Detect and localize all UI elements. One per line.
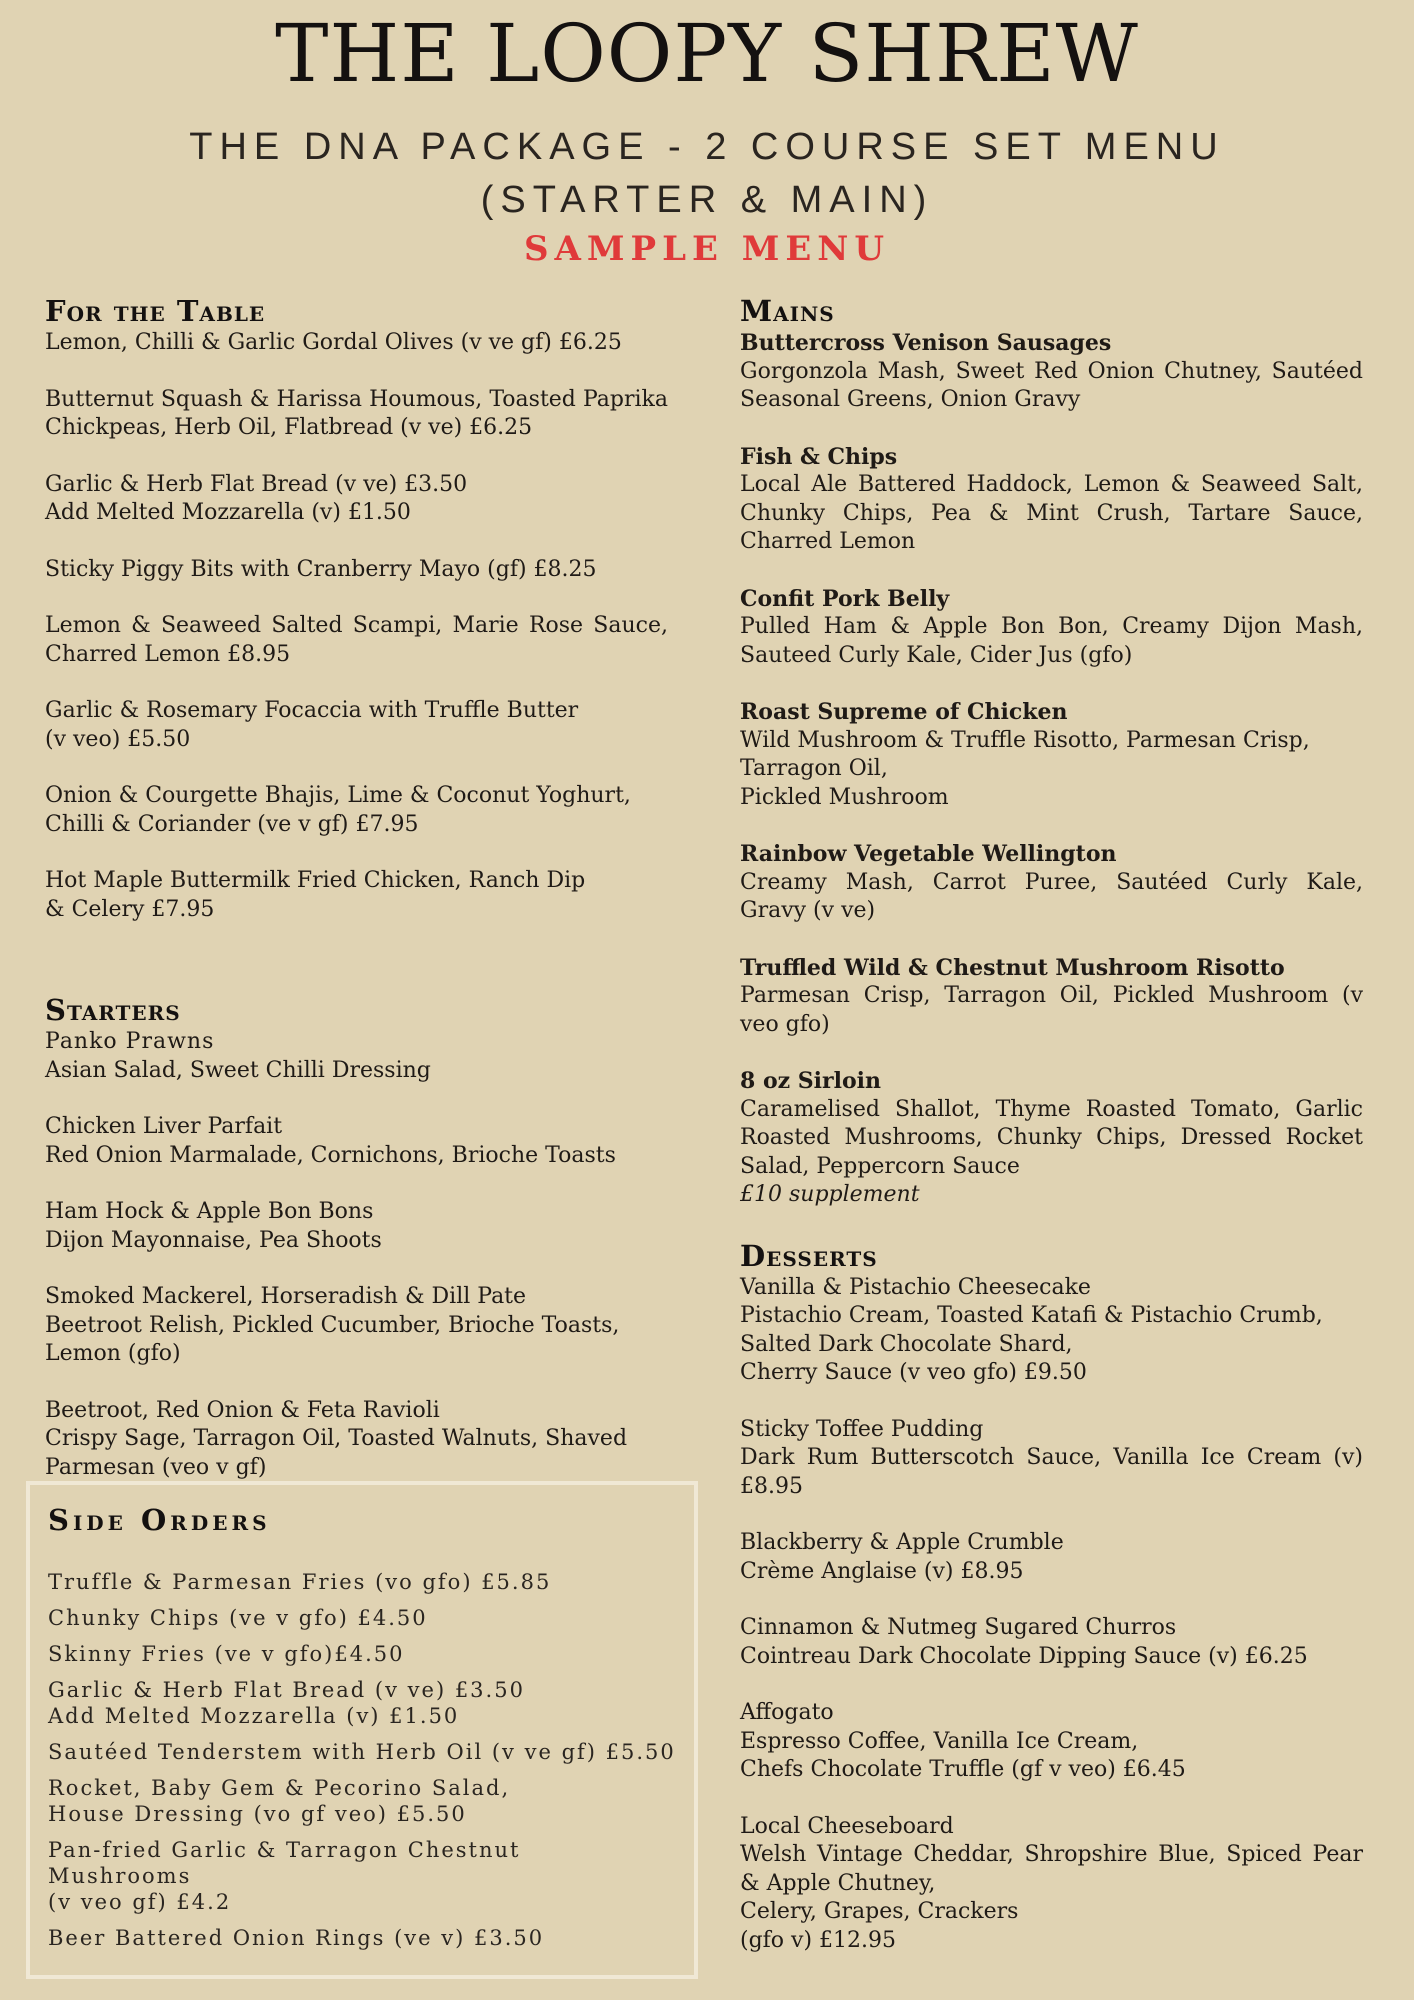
restaurant-title: THE LOOPY SHREW bbox=[275, 7, 1139, 100]
menu-subtitle-line1: THE DNA PACKAGE - 2 COURSE SET MENU bbox=[189, 126, 1225, 168]
main-desc: Creamy Mash, Carrot Puree, Sautéed Curly Kale, Gravy (v ve) bbox=[740, 869, 1363, 923]
main-desc: Pulled Ham & Apple Bon Bon, Creamy Dijon Mash, Sauteed Curly Kale, Cider Jus (gfo) bbox=[740, 614, 1363, 668]
starter-desc: Crispy Sage, Tarragon Oil, Toasted Walnuts, Shaved Parmesan (veo v gf) bbox=[45, 1426, 628, 1480]
starter-item bbox=[45, 1028, 668, 1085]
dessert-name: Cinnamon & Nutmeg Sugared Churros bbox=[740, 1615, 1177, 1640]
starter-desc: Red Onion Marmalade, Cornichons, Brioche Toasts bbox=[45, 1142, 616, 1168]
dessert-item bbox=[740, 1529, 1363, 1586]
main-name: 8 oz Sirloin bbox=[740, 1068, 882, 1094]
sample-menu-label: SAMPLE MENU bbox=[523, 229, 891, 269]
dessert-item bbox=[740, 1614, 1363, 1671]
starter-desc: Asian Salad, Sweet Chilli Dressing bbox=[45, 1057, 431, 1083]
dessert-desc: Cointreau Dark Chocolate Dipping Sauce (v) £6.25 bbox=[740, 1643, 1308, 1669]
main-item bbox=[740, 443, 1363, 557]
table-item-text: Lemon, Chilli & Garlic Gordal Olives (v ve gf) £6.25 bbox=[45, 330, 622, 355]
main-desc: Wild Mushroom & Truffle Risotto, Parmesan Crisp, Tarragon Oil, bbox=[740, 727, 1310, 781]
table-item bbox=[45, 697, 668, 754]
side-orders-heading: Side Orders bbox=[48, 1503, 271, 1537]
side-order-item: Skinny Fries (ve v gfo)£4.50 bbox=[48, 1642, 405, 1666]
main-item bbox=[740, 585, 1363, 671]
starter-name: Beetroot, Red Onion & Feta Ravioli bbox=[45, 1397, 440, 1423]
table-item bbox=[45, 471, 668, 528]
starter-desc: Dijon Mayonnaise, Pea Shoots bbox=[45, 1227, 382, 1253]
table-item bbox=[45, 867, 668, 924]
main-item bbox=[740, 329, 1363, 415]
table-item-text: & Celery £7.95 bbox=[45, 896, 215, 922]
dessert-item bbox=[740, 1274, 1363, 1388]
side-order-item: Rocket, Baby Gem & Pecorino Salad, House Dressing (vo gf veo) £5.50 bbox=[48, 1776, 511, 1826]
main-name: Buttercross Venison Sausages bbox=[740, 330, 1112, 356]
dessert-desc: Cherry Sauce (v veo gfo) £9.50 bbox=[740, 1360, 1087, 1385]
dessert-desc: Chefs Chocolate Truffle (gf v veo) £6.45 bbox=[740, 1757, 1186, 1782]
side-order-item: Truffle & Parmesan Fries (vo gfo) £5.85 bbox=[48, 1570, 552, 1594]
main-desc: Caramelised Shallot, Thyme Roasted Tomato, Garlic Roasted Mushrooms, Chunky Chips, Dressed Rocket Salad, Peppercorn Sauce bbox=[740, 1096, 1363, 1179]
desserts-heading: Desserts bbox=[740, 1238, 878, 1273]
dessert-desc: Salted Dark Chocolate Shard, bbox=[740, 1331, 1073, 1357]
table-item-text: Garlic & Rosemary Focaccia with Truffle Butter bbox=[45, 698, 579, 723]
dessert-item bbox=[740, 1416, 1363, 1502]
right-column bbox=[740, 293, 1363, 1983]
table-item bbox=[45, 612, 668, 669]
table-item-text: Lemon & Seaweed Salted Scampi, Marie Rose Sauce, Charred Lemon £8.95 bbox=[45, 613, 668, 667]
starter-name: Smoked Mackerel, Horseradish & Dill Pate bbox=[45, 1284, 527, 1309]
table-item-text: (v veo) £5.50 bbox=[45, 726, 191, 752]
side-order-item: Beer Battered Onion Rings (ve v) £3.50 bbox=[48, 1926, 545, 1950]
dessert-item bbox=[740, 1699, 1363, 1785]
mains-heading: Mains bbox=[740, 294, 835, 328]
side-orders-box bbox=[26, 1481, 698, 1979]
dessert-desc: Espresso Coffee, Vanilla Ice Cream, bbox=[740, 1728, 1139, 1754]
table-item-text: Chilli & Coriander (ve v gf) £7.95 bbox=[45, 811, 419, 837]
section-spacer bbox=[45, 952, 668, 992]
table-item-text: Garlic & Herb Flat Bread (v ve) £3.50 bbox=[45, 471, 468, 497]
left-column bbox=[45, 293, 668, 1510]
main-desc: Parmesan Crisp, Tarragon Oil, Pickled Mushroom (v veo gfo) bbox=[740, 983, 1363, 1037]
table-item bbox=[45, 329, 668, 358]
main-desc: Pickled Mushroom bbox=[740, 784, 949, 810]
main-desc: Gorgonzola Mash, Sweet Red Onion Chutney, Sautéed Seasonal Greens, Onion Gravy bbox=[740, 358, 1363, 412]
starter-desc: Beetroot Relish, Pickled Cucumber, Brioche Toasts, Lemon (gfo) bbox=[45, 1312, 620, 1366]
dessert-name: Local Cheeseboard bbox=[740, 1813, 954, 1839]
dessert-desc: (gfo v) £12.95 bbox=[740, 1927, 897, 1953]
main-name: Rainbow Vegetable Wellington bbox=[740, 841, 1117, 867]
side-order-item: Pan-fried Garlic & Tarragon Chestnut Mushrooms (v veo gf) £4.2 bbox=[48, 1838, 521, 1914]
main-name: Fish & Chips bbox=[740, 443, 898, 470]
dessert-desc: Dark Rum Butterscotch Sauce, Vanilla Ice Cream (v) £8.95 bbox=[740, 1445, 1363, 1499]
side-order-item: Garlic & Herb Flat Bread (v ve) £3.50 Add Melted Mozzarella (v) £1.50 bbox=[48, 1678, 525, 1728]
main-desc: Local Ale Battered Haddock, Lemon & Seaweed Salt, Chunky Chips, Pea & Mint Crush, Tartare Sauce, Charred Lemon bbox=[740, 472, 1363, 554]
dessert-item bbox=[740, 1813, 1363, 1956]
table-item-text: Sticky Piggy Bits with Cranberry Mayo (gf) £8.25 bbox=[45, 556, 597, 582]
table-item-text: Onion & Courgette Bhajis, Lime & Coconut Yoghurt, bbox=[45, 783, 631, 808]
starter-name: Panko Prawns bbox=[45, 1029, 215, 1054]
dessert-name: Sticky Toffee Pudding bbox=[740, 1416, 984, 1442]
table-item bbox=[45, 386, 668, 443]
starter-item bbox=[45, 1198, 668, 1255]
dessert-name: Blackberry & Apple Crumble bbox=[740, 1530, 1064, 1555]
table-item-text: Hot Maple Buttermilk Fried Chicken, Ranch Dip bbox=[45, 868, 586, 893]
starters-heading: Starters bbox=[45, 993, 181, 1027]
starter-name: Ham Hock & Apple Bon Bons bbox=[45, 1199, 374, 1224]
starter-item bbox=[45, 1283, 668, 1369]
dessert-desc: Welsh Vintage Cheddar, Shropshire Blue, Spiced Pear & Apple Chutney, bbox=[740, 1842, 1363, 1896]
table-item bbox=[45, 782, 668, 839]
main-item bbox=[740, 1067, 1363, 1210]
main-item bbox=[740, 698, 1363, 812]
main-supplement-note: £10 supplement bbox=[740, 1182, 920, 1207]
table-item-text: Butternut Squash & Harissa Houmous, Toasted Paprika Chickpeas, Herb Oil, Flatbread (v ve) £6.25 bbox=[45, 386, 668, 440]
side-order-item: Sautéed Tenderstem with Herb Oil (v ve gf) £5.50 bbox=[48, 1740, 676, 1764]
dessert-name: Vanilla & Pistachio Cheesecake bbox=[740, 1274, 1091, 1300]
starter-item bbox=[45, 1397, 668, 1483]
main-item bbox=[740, 840, 1363, 926]
side-order-item: Chunky Chips (ve v gfo) £4.50 bbox=[48, 1606, 428, 1630]
dessert-name: Affogato bbox=[740, 1700, 834, 1725]
starter-item bbox=[45, 1113, 668, 1170]
side-orders-list bbox=[48, 1569, 688, 1961]
table-item-text: Add Melted Mozzarella (v) £1.50 bbox=[45, 500, 411, 525]
menu-subtitle-line2: (STARTER & MAIN) bbox=[480, 179, 934, 221]
main-name: Confit Pork Belly bbox=[740, 585, 950, 612]
dessert-desc: Celery, Grapes, Crackers bbox=[740, 1899, 1019, 1924]
for-the-table-heading: For the Table bbox=[45, 294, 266, 328]
starter-name: Chicken Liver Parfait bbox=[45, 1114, 283, 1139]
dessert-desc: Pistachio Cream, Toasted Katafi & Pistachio Crumb, bbox=[740, 1303, 1323, 1328]
dessert-desc: Crème Anglaise (v) £8.95 bbox=[740, 1558, 1024, 1584]
main-name: Truffled Wild & Chestnut Mushroom Risotto bbox=[740, 954, 1285, 981]
main-name: Roast Supreme of Chicken bbox=[740, 699, 1068, 725]
main-item bbox=[740, 954, 1363, 1040]
table-item bbox=[45, 556, 668, 585]
